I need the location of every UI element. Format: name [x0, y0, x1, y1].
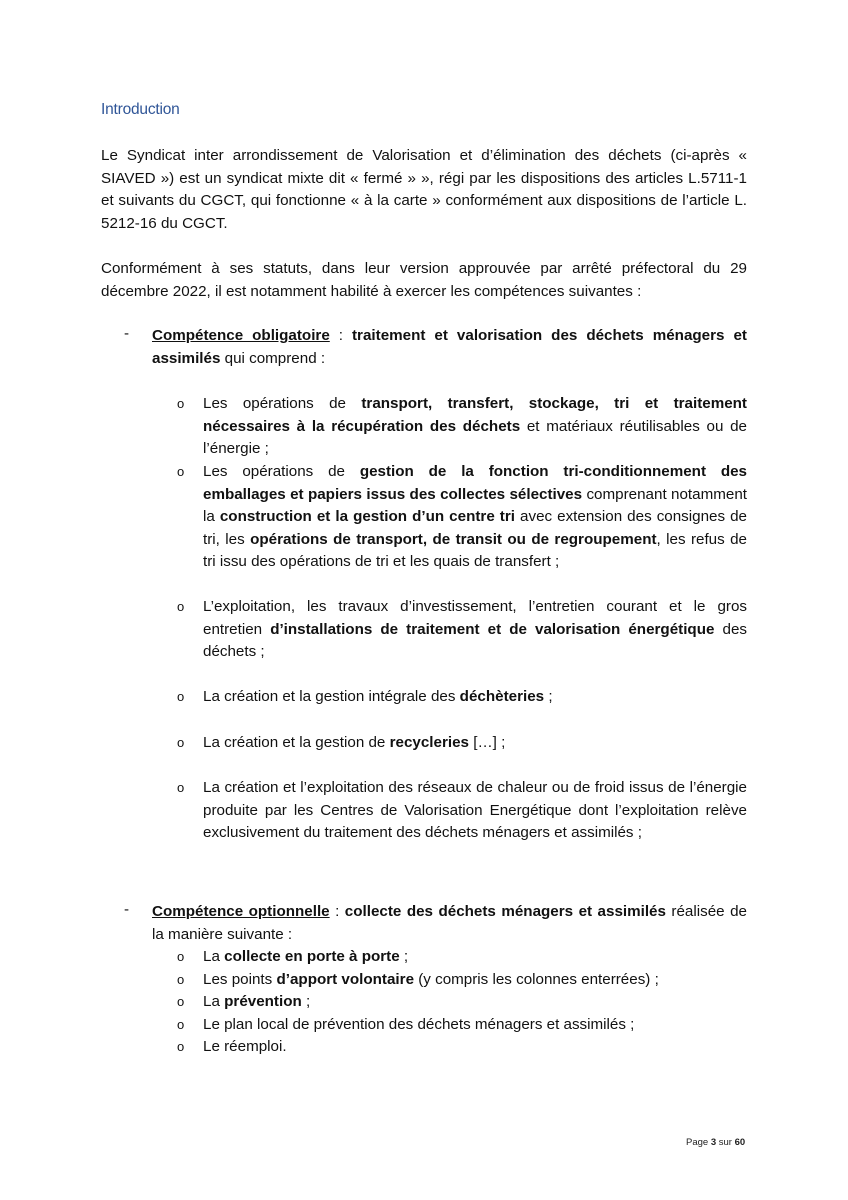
competence-title: collecte des déchets ménagers et assimilés	[344, 903, 666, 920]
competence-rest: réalisée de la manière suivante :	[152, 903, 747, 943]
list-item: La création et la gestion intégrale des déchèteries ;	[203, 688, 553, 705]
list-bullet: o	[177, 994, 185, 1009]
list-bullet: o	[177, 780, 185, 795]
list-item: La prévention ;	[203, 993, 311, 1010]
list-bullet: o	[177, 972, 185, 987]
list-item: Le plan local de prévention des déchets ménagers et assimilés ;	[203, 1016, 635, 1033]
list-item: Les opérations de gestion de la fonction tri-conditionnement des emballages et papiers issus des collectes sélectives comprenant notamment la construction et la gestion d’un centre tri avec extension des consignes de tri, les opérations de transport, de transit ou de regroupement, les refus de tri issu des opérations de tri et les quais de transfert ;	[203, 463, 748, 571]
list-dash: -	[124, 325, 130, 342]
list-item: Le réemploi.	[203, 1038, 287, 1055]
list-bullet: o	[177, 1039, 185, 1054]
list-dash: -	[124, 901, 130, 918]
competence-rest: qui comprend :	[220, 349, 326, 367]
competence-title: traitement et valorisation des déchets ménagers et assimilés	[152, 327, 747, 367]
separator: :	[329, 327, 352, 344]
intro-paragraph-2: Conformément à ses statuts, dans leur version approuvée par arrêté préfectoral du 29 décembre 2022, il est notamment habilité à exercer les compétences suivantes :	[101, 260, 747, 300]
competence-label: Compétence obligatoire	[152, 327, 330, 344]
list-bullet: o	[177, 949, 185, 964]
list-item: Les points d’apport volontaire (y compris les colonnes enterrées) ;	[203, 971, 659, 988]
list-bullet: o	[177, 396, 185, 411]
competence-label: Compétence optionnelle	[152, 903, 330, 920]
list-item: La création et l’exploitation des réseaux de chaleur ou de froid issus de l’énergie produite par les Centres de Valorisation Energétique dont l’exploitation relève exclusivement du traitement des déchets ménagers et assimilés ;	[203, 779, 747, 842]
list-bullet: o	[177, 689, 185, 704]
competence-optionnelle	[152, 901, 747, 946]
competence-obligatoire	[152, 325, 747, 370]
intro-paragraph-1: Le Syndicat inter arrondissement de Valorisation et d’élimination des déchets (ci-après « SIAVED ») est un syndicat mixte dit « fermé » », régi par les dispositions des articles L.5711-1 et suivants du CGCT, qui fonctionne « à la carte » conformément aux dispositions de l’article L. 5212-16 du CGCT.	[101, 147, 747, 232]
section-heading: Introduction	[101, 101, 180, 118]
list-bullet: o	[177, 1017, 185, 1032]
list-bullet: o	[177, 464, 185, 479]
separator: :	[329, 903, 345, 920]
list-item: La création et la gestion de recycleries […] ;	[203, 734, 506, 751]
list-item: Les opérations de transport, transfert, stockage, tri et traitement nécessaires à la récupération des déchets et matériaux réutilisables ou de l’énergie ;	[203, 395, 747, 458]
list-bullet: o	[177, 735, 185, 750]
list-item: La collecte en porte à porte ;	[203, 948, 409, 965]
page-footer: Page 3 sur 60	[686, 1137, 746, 1148]
list-item: L’exploitation, les travaux d’investissement, l’entretien courant et le gros entretien d’installations de traitement et de valorisation énergétique des déchets ;	[203, 598, 747, 661]
list-bullet: o	[177, 599, 185, 614]
